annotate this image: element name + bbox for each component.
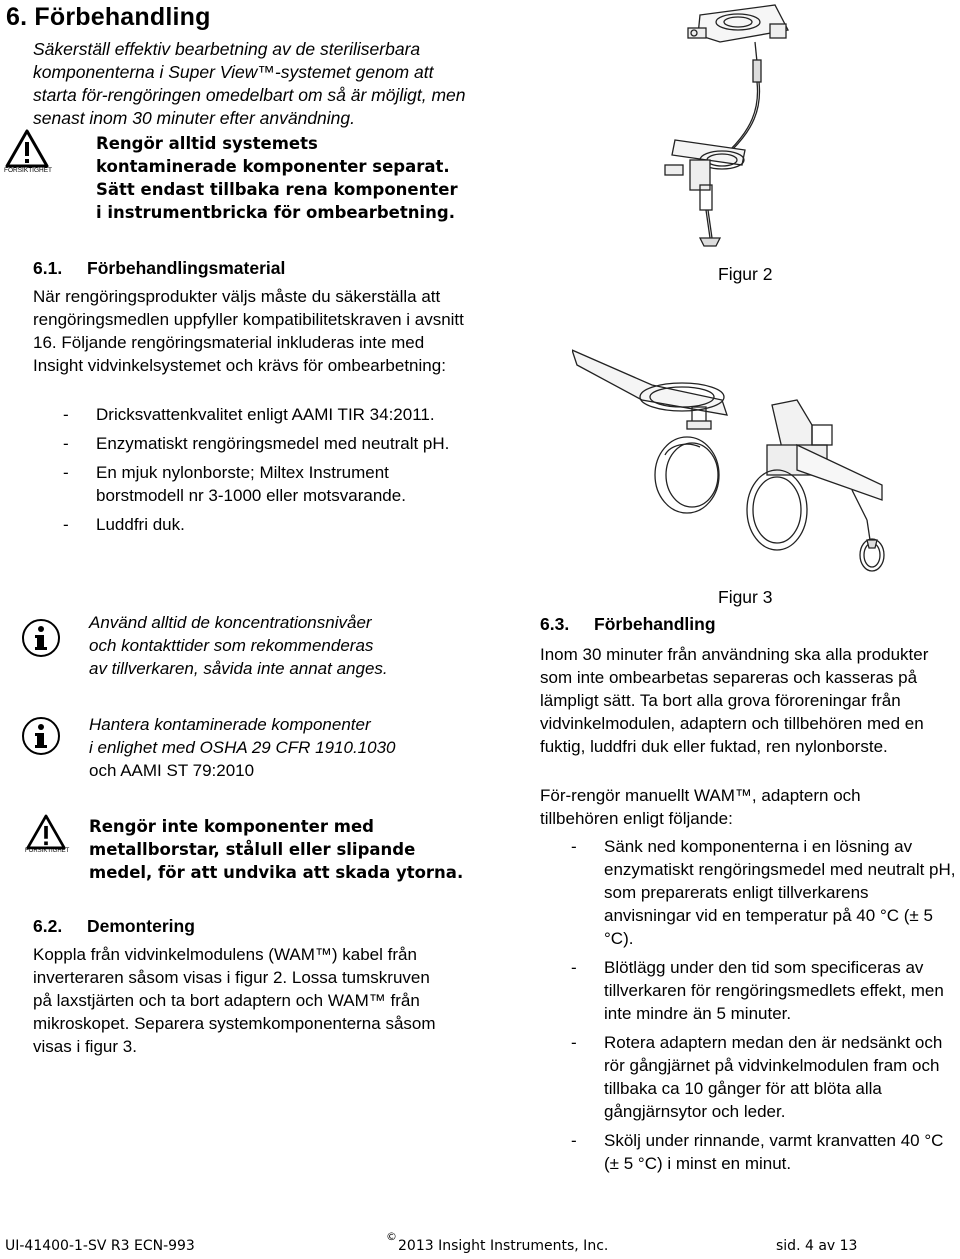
warning-separate-components xyxy=(96,132,476,224)
section-number: 6.2. xyxy=(33,916,63,936)
info2-line: Hantera kontaminerade komponenter xyxy=(89,715,371,734)
list-item: - Rotera adaptern medan den är nedsänkt och rör gångjärnet på vidvinkelmodulen fram och tillbaka ca 10 gånger för att blöta alla gångjärnsytor och leder. xyxy=(571,1031,958,1123)
warning2-line: Rengör inte komponenter med xyxy=(89,817,374,836)
footer-doc-id: UI-41400-1-SV R3 ECN-993 xyxy=(5,1238,195,1254)
footer-page-number: sid. 4 av 13 xyxy=(776,1238,858,1254)
section-title: Förbehandling xyxy=(594,614,716,634)
section-6-3-heading xyxy=(540,614,716,635)
section-6-1-heading xyxy=(33,258,285,279)
info-osha-note xyxy=(89,713,469,782)
figure-3-caption: Figur 3 xyxy=(718,587,773,607)
info2-line: och AAMI ST 79:2010 xyxy=(89,761,255,780)
footer-copyright: 2013 Insight Instruments, Inc. xyxy=(398,1238,609,1254)
info2-line: i enlighet med OSHA 29 CFR 1910.1030 xyxy=(89,738,396,757)
section-6-3-paragraph-1: Inom 30 minuter från användning ska alla produkter som inte ombearbetas separeras och kasseras på lämpligt sätt. Ta bort alla grova föroreningar från vidvinkelmodulen, adaptern och tillbehören med en fuktig, luddfri duk eller fuktad, ren nylonborste. xyxy=(540,645,929,756)
warning2-line: medel, för att undvika att skada ytorna. xyxy=(89,863,464,882)
warning2-line: metallborstar, stålull eller slipande xyxy=(89,840,416,859)
info1-line: och kontakttider som rekommenderas xyxy=(89,636,374,655)
list-item: - Enzymatiskt rengöringsmedel med neutralt pH. xyxy=(63,432,468,455)
warning1-line: Sätt endast tillbaka rena komponenter xyxy=(96,180,458,199)
figure-3-illustration xyxy=(572,345,950,575)
section-number: 6.3. xyxy=(540,614,570,634)
info-icon xyxy=(21,716,61,756)
caution-icon-label: FÖRSIKTIGHET xyxy=(4,167,53,174)
list-item: - Luddfri duk. xyxy=(63,513,468,536)
materials-list xyxy=(63,403,468,542)
caution-icon xyxy=(4,128,53,178)
figure-2-illustration xyxy=(660,0,805,255)
warning1-line: Rengör alltid systemets xyxy=(96,134,318,153)
section-6-3-paragraph-2: För-rengör manuellt WAM™, adaptern och tillbehören enligt följande: xyxy=(540,786,861,828)
footer-copyright-symbol: © xyxy=(386,1230,397,1243)
list-item: - Dricksvattenkvalitet enligt AAMI TIR 34:2011. xyxy=(63,403,468,426)
section-title: Förbehandlingsmaterial xyxy=(87,258,286,278)
section-number: 6.1. xyxy=(33,258,63,278)
precleaning-steps-list xyxy=(571,835,958,1181)
list-item: - Skölj under rinnande, varmt kranvatten 40 °C (± 5 °C) i minst en minut. xyxy=(571,1129,958,1175)
section-6-2-heading xyxy=(33,916,195,937)
info1-line: Använd alltid de koncentrationsnivåer xyxy=(89,613,372,632)
page-heading: 6. Förbehandling xyxy=(6,3,211,31)
intro-paragraph: Säkerställ effektiv bearbetning av de steriliserbara komponenterna i Super View™-systemet genom att starta för-rengöringen omedelbart om så är möjligt, men senast inom 30 minuter efter användning. xyxy=(33,39,466,128)
info-concentration-note xyxy=(89,611,469,680)
section-6-1-paragraph: När rengöringsprodukter väljs måste du säkerställa att rengöringsmedlen uppfyller kompatibilitetskraven i avsnitt 16. Följande rengöringsmaterial inkluderas inte med Insight vidvinkelsystemet och krävs för ombearbetning: xyxy=(33,287,464,375)
list-item: - Sänk ned komponenterna i en lösning av enzymatiskt rengöringsmedel med neutralt pH, som preparerats enligt tillverkarens anvisningar vid en temperatur på 40 °C (± 5 °C). xyxy=(571,835,958,950)
info1-line: av tillverkaren, såvida inte annat anges. xyxy=(89,659,388,678)
warning1-line: i instrumentbricka för ombearbetning. xyxy=(96,203,455,222)
section-6-2-paragraph: Koppla från vidvinkelmodulens (WAM™) kabel från inverteraren såsom visas i figur 2. Lossa tumskruven på laxstjärten och ta bort adaptern och WAM™ från mikroskopet. Separera systemkomponenterna såsom visas i figur 3. xyxy=(33,945,436,1056)
figure-2-caption: Figur 2 xyxy=(718,264,773,284)
warning1-line: kontaminerade komponenter separat. xyxy=(96,157,450,176)
info-icon xyxy=(21,618,61,658)
list-item: - En mjuk nylonborste; Miltex Instrument borstmodell nr 3-1000 eller motsvarande. xyxy=(63,461,468,507)
caution-icon-label: FÖRSIKTIGHET xyxy=(25,848,70,854)
caution-icon xyxy=(25,812,70,860)
section-title: Demontering xyxy=(87,916,195,936)
list-item: - Blötlägg under den tid som specificeras av tillverkaren för rengöringsmedlets effekt, men inte mindre än 5 minuter. xyxy=(571,956,958,1025)
warning-metal-brushes xyxy=(89,815,469,884)
